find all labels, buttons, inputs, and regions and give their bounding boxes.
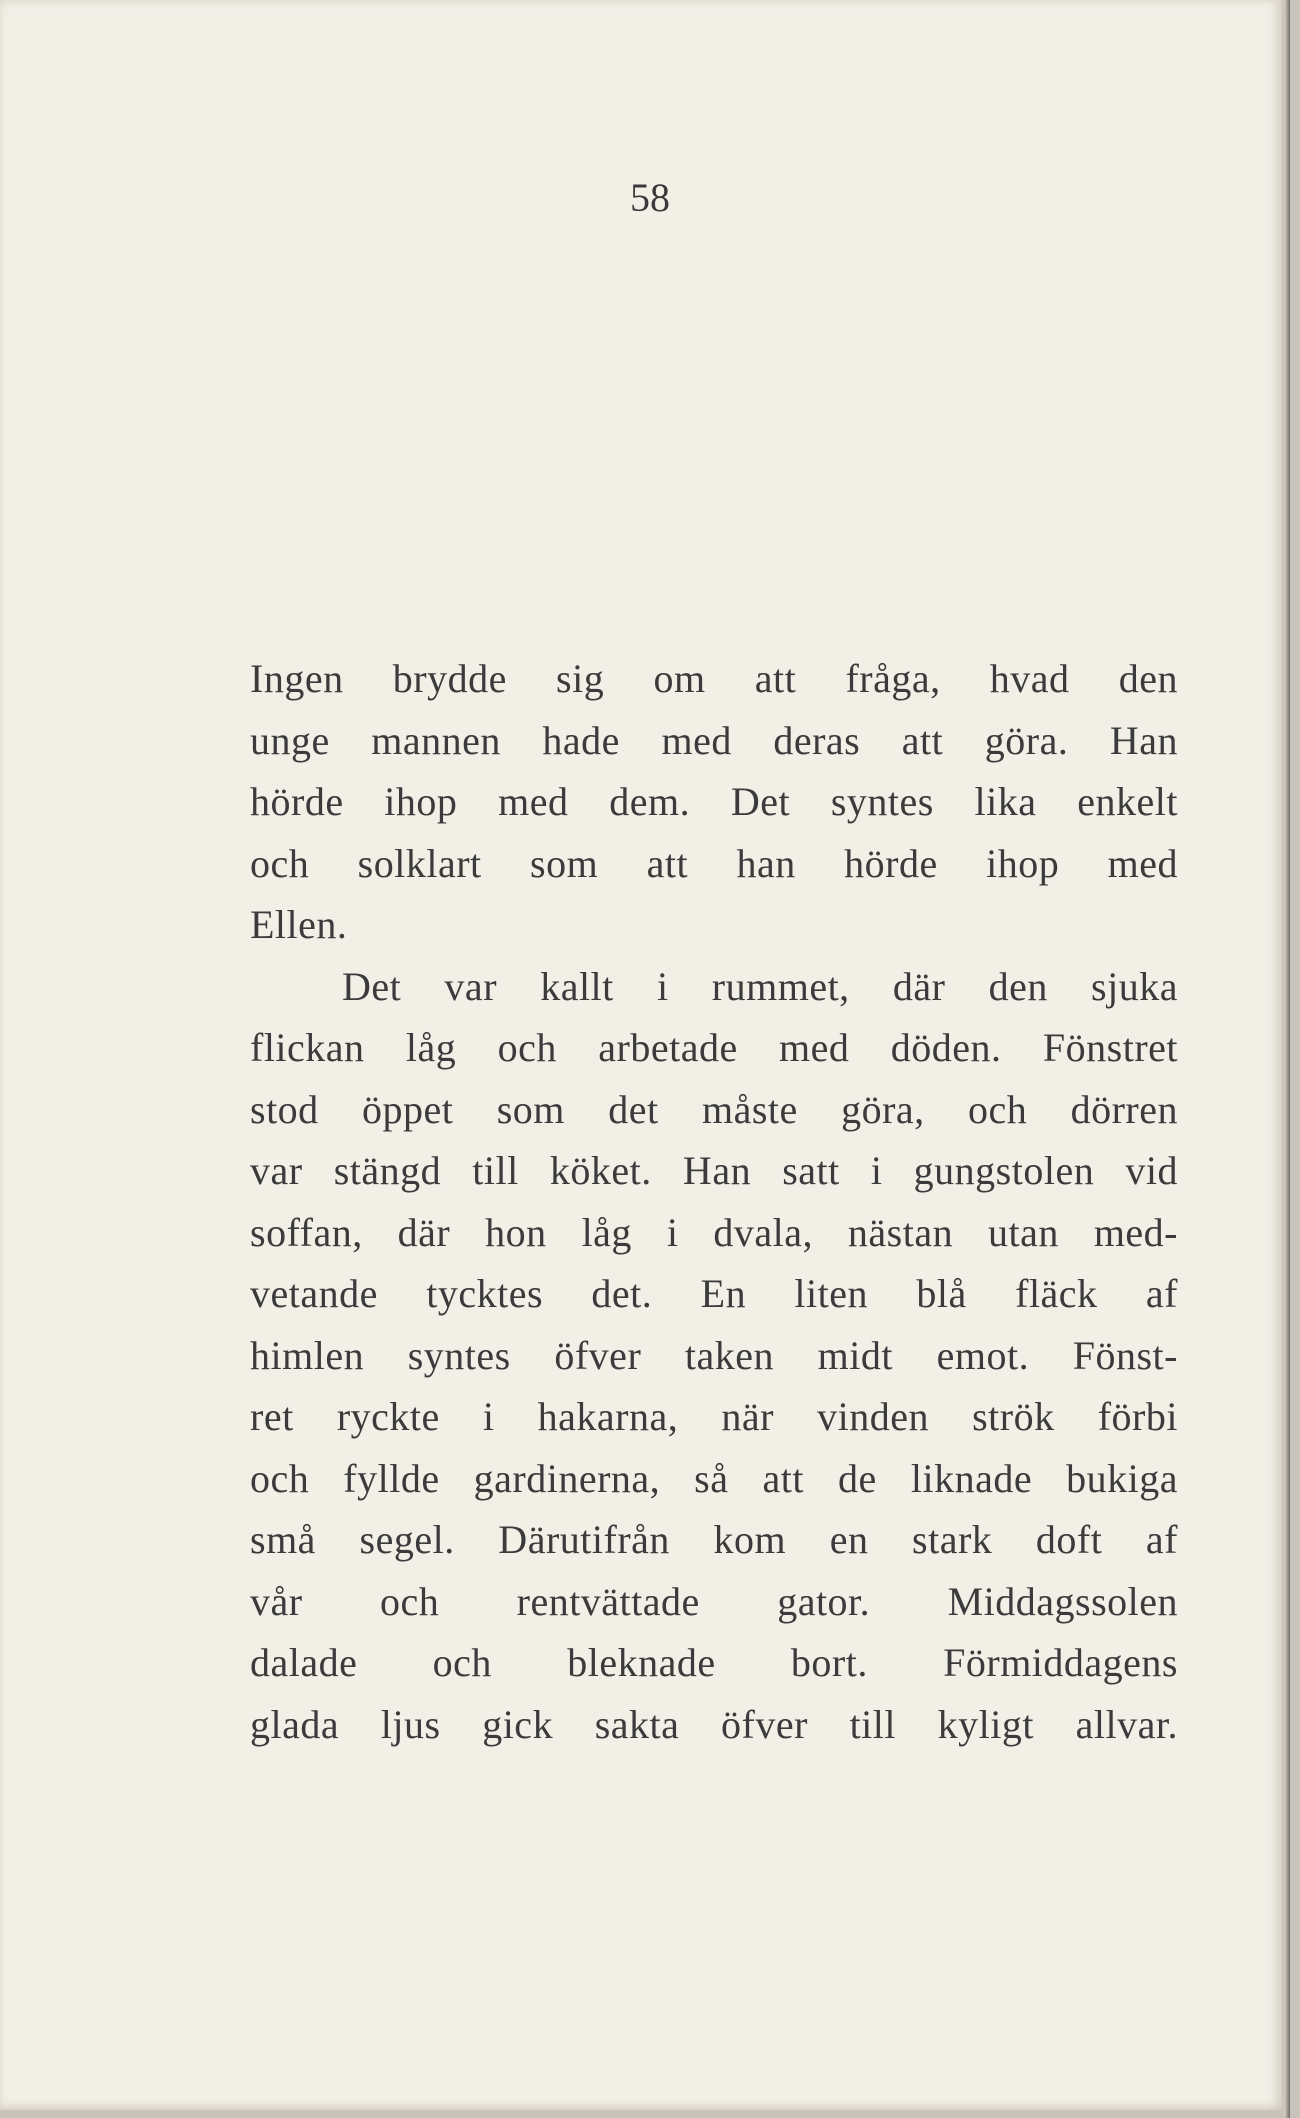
text-line: Det var kallt i rummet, där den sjuka [342, 963, 1178, 1009]
text-line: Ingen brydde sig om att fråga, hvad den [250, 656, 1178, 701]
text-line: vetande tycktes det. En liten blå fläck af [250, 1271, 1178, 1316]
page-edge [1284, 0, 1290, 2118]
text-line: och fyllde gardinerna, så att de liknade bukiga [250, 1455, 1178, 1501]
text-line: soffan, där hon låg i dvala, nästan utan med- [250, 1209, 1178, 1255]
text-line: små segel. Därutifrån kom en stark doft af [250, 1517, 1178, 1562]
page-number: 58 [630, 175, 670, 220]
text-line: flickan låg och arbetade med döden. Fönstret [250, 1025, 1178, 1070]
paragraph-2 [250, 956, 1178, 1756]
text-line: ret ryckte i hakarna, när vinden strök förbi [250, 1394, 1178, 1439]
text-line: Ellen. [250, 902, 348, 947]
body-text [250, 648, 1178, 1755]
text-line: himlen syntes öfver taken midt emot. Fönst- [250, 1332, 1178, 1378]
text-line: stod öppet som det måste göra, och dörren [250, 1086, 1178, 1132]
text-line: var stängd till köket. Han satt i gungstolen vid [250, 1148, 1178, 1193]
text-line: unge mannen hade med deras att göra. Han [250, 717, 1178, 763]
text-line: vår och rentvättade gator. Middagssolen [250, 1578, 1178, 1624]
text-line: hörde ihop med dem. Det syntes lika enkelt [250, 779, 1178, 824]
text-line: dalade och bleknade bort. Förmiddagens [250, 1640, 1178, 1685]
text-line: glada ljus gick sakta öfver till kyligt allvar. [250, 1701, 1178, 1747]
text-line: och solklart som att han hörde ihop med [250, 840, 1178, 886]
paragraph-1 [250, 648, 1178, 956]
